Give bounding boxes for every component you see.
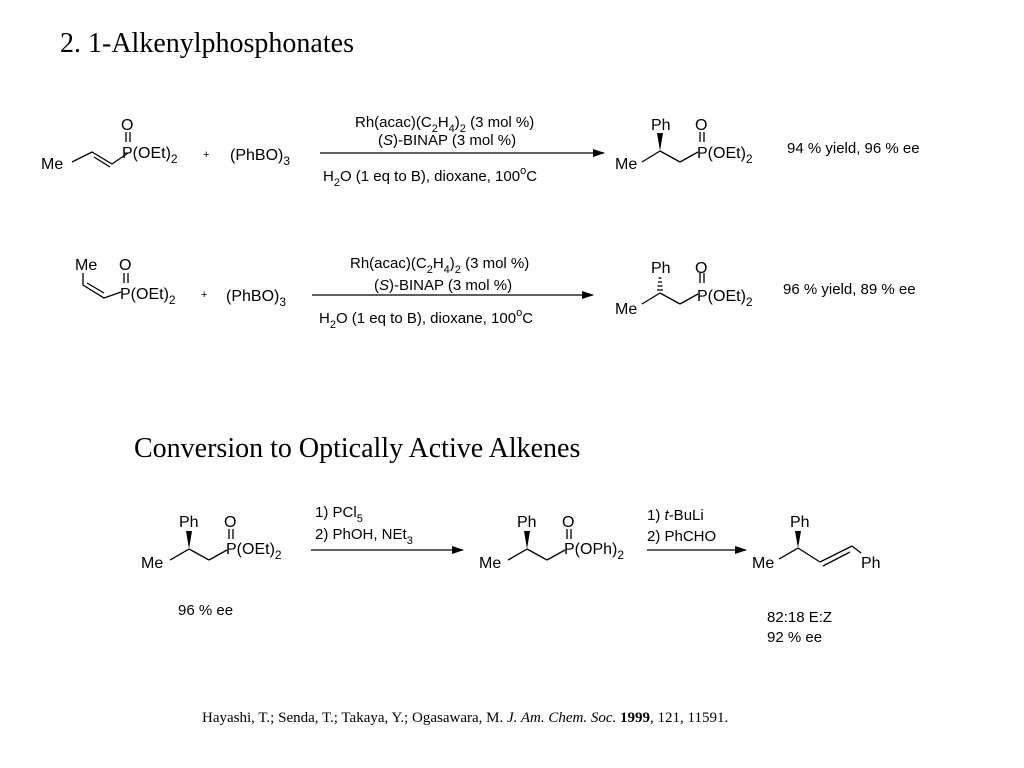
ligand-label: (S)-BINAP (3 mol %) [374, 277, 513, 294]
methyl-label: Me [615, 156, 638, 173]
reactant-2 [75, 257, 176, 307]
methyl-label: Me [479, 555, 502, 572]
solvent-label: $H_2O$ (1 eq to B), dioxane, 100$^o$C [323, 165, 538, 189]
bond-cp [680, 152, 698, 162]
phenyl-label: Ph [179, 514, 199, 531]
ee-note: 92 % ee [767, 629, 823, 646]
bond-cp [209, 550, 227, 560]
phosphonate-label: $P(OEt)_2$ [122, 145, 178, 166]
wedge-bond [657, 133, 663, 151]
plus-sign: + [201, 289, 208, 301]
phenyl-label: Ph [651, 117, 671, 134]
methyl-label: Me [141, 555, 164, 572]
middle-compound [479, 514, 624, 572]
reaction-1 [41, 114, 920, 189]
bond-ch2 [660, 151, 680, 162]
final-alkene [752, 514, 881, 646]
solvent-label: $H_2O$ (1 eq to B), dioxane, 100$^o$C [319, 307, 534, 331]
step2-line1: 1) t-BuLi [647, 507, 704, 524]
conversion-scheme [141, 504, 881, 646]
bond-c-vinyl [798, 548, 820, 562]
bond-cp [680, 294, 698, 304]
bond-ch2 [660, 293, 680, 304]
bond-me [170, 549, 189, 560]
boroxine-reagent: $(PhBO)_3$ [230, 147, 291, 168]
phosphonate-label: $P(OEt)_2$ [697, 145, 753, 166]
terminal-phenyl-label: Ph [861, 555, 881, 572]
methyl-label: Me [75, 257, 98, 274]
product-1 [615, 117, 753, 173]
oxygen-label: O [121, 117, 134, 134]
ez-ratio-note: 82:18 E:Z [767, 609, 833, 626]
bond-ch2 [527, 549, 547, 560]
bond-phenyl [852, 546, 861, 553]
phosphonate-label: $P(OEt)_2$ [226, 541, 282, 562]
reactant-1 [41, 117, 178, 173]
methyl-label: Me [41, 156, 64, 173]
hash-bond [657, 278, 663, 290]
bond-me [642, 293, 660, 304]
methyl-label: Me [615, 301, 638, 318]
result-label: 96 % yield, 89 % ee [783, 281, 916, 298]
step1-line2: 2) PhOH, NEt$_3$ [315, 526, 413, 547]
bond-me [779, 548, 798, 559]
start-compound [141, 514, 282, 619]
bond-double [87, 283, 104, 293]
bond-chain [83, 273, 121, 298]
reaction-2 [75, 255, 916, 331]
bond-me [642, 151, 660, 162]
conversion-title: Conversion to Optically Active Alkenes [134, 433, 581, 464]
plus-sign: + [203, 149, 210, 161]
catalyst-label: $Rh(acac)(C_2H_4)_2$ (3 mol %) [350, 255, 530, 276]
section-title: 2. 1-Alkenylphosphonates [60, 28, 354, 59]
bond-me [508, 549, 527, 560]
ligand-label: (S)-BINAP (3 mol %) [378, 132, 517, 149]
bond-ch2 [189, 549, 209, 560]
step1-line1: 1) PCl$_5$ [315, 504, 363, 525]
methyl-label: Me [752, 555, 775, 572]
phosphonate-label: $P(OEt)_2$ [697, 288, 753, 309]
step2-line2: 2) PhCHO [647, 528, 717, 545]
bond-chain [72, 152, 128, 164]
phenyl-label: Ph [517, 514, 537, 531]
citation: Hayashi, T.; Senda, T.; Takaya, Y.; Ogasawara, M. J. Am. Chem. Soc. 1999, 121, 11591. [202, 710, 729, 726]
phosphonate-label: $P(OPh)_2$ [564, 541, 625, 562]
wedge-bond [524, 531, 530, 549]
oxygen-label: O [695, 117, 708, 134]
wedge-bond [795, 531, 801, 548]
oxygen-label: O [562, 514, 575, 531]
phenyl-label: Ph [790, 514, 810, 531]
boroxine-reagent: $(PhBO)_3$ [226, 288, 287, 309]
bond-cp [547, 550, 565, 560]
wedge-bond [186, 531, 192, 549]
phenyl-label: Ph [651, 260, 671, 277]
result-label: 94 % yield, 96 % ee [787, 140, 920, 157]
ee-note: 96 % ee [178, 602, 234, 619]
oxygen-label: O [119, 257, 132, 274]
phosphonate-label: $P(OEt)_2$ [120, 286, 176, 307]
oxygen-label: O [695, 260, 708, 277]
oxygen-label: O [224, 514, 237, 531]
product-2 [615, 260, 753, 318]
catalyst-label: $Rh(acac)(C_2H_4)_2$ (3 mol %) [355, 114, 535, 135]
